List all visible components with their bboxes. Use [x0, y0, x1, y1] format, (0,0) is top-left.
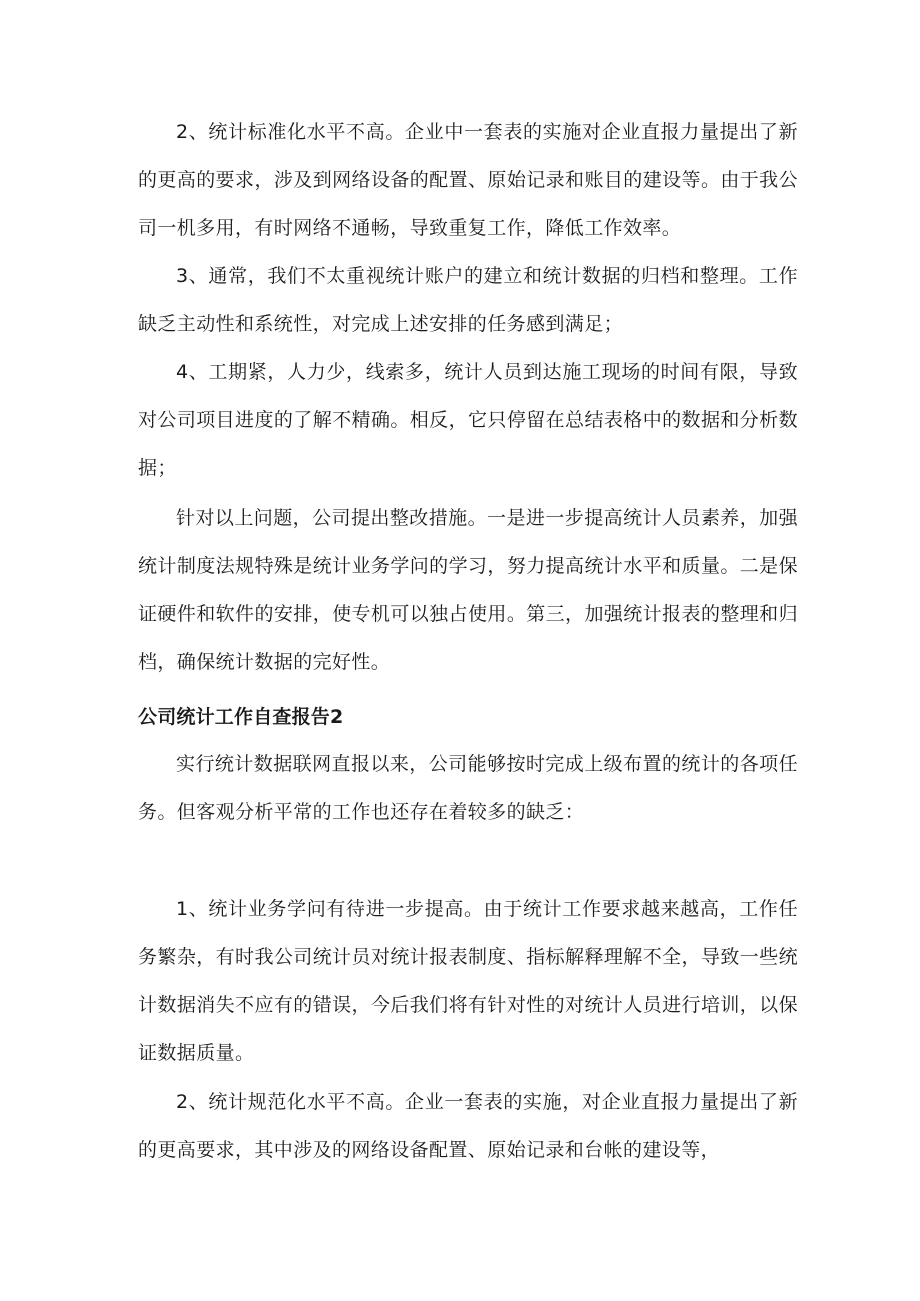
section-title: 公司统计工作自查报告2: [138, 706, 344, 728]
paragraph-item-3-archiving: 3、通常，我们不太重视统计账户的建立和统计数据的归档和整理。工作缺乏主动性和系统性，对完成上述安排的任务感到满足；: [138, 265, 798, 335]
paragraph-rectification-measures: 针对以上问题，公司提出整改措施。一是进一步提高统计人员素养，加强统计制度法规特殊是统计业务学问的学习，努力提高统计水平和质量。二是保证硬件和软件的安排，使专机可以独占使用。第三，加强统计报表的整理和归档，确保统计数据的完好性。: [138, 507, 798, 673]
paragraph-item-4-staffing: 4、工期紧，人力少，线索多，统计人员到达施工现场的时间有限，导致对公司项目进度的了解不精确。相反，它只停留在总结表格中的数据和分析数据；: [138, 361, 798, 479]
paragraph-intro: 实行统计数据联网直报以来，公司能够按时完成上级布置的统计的各项任务。但客观分析平常的工作也还存在着较多的缺乏：: [138, 753, 798, 823]
paragraph-item-2-standardization: 2、统计标准化水平不高。企业中一套表的实施对企业直报力量提出了新的更高的要求，涉及到网络设备的配置、原始记录和账目的建设等。由于我公司一机多用，有时网络不通畅，导致重复工作，降低工作效率。: [138, 121, 798, 239]
paragraph-item-1-training: 1、统计业务学问有待进一步提高。由于统计工作要求越来越高，工作任务繁杂，有时我公司统计员对统计报表制度、指标解释理解不全，导致一些统计数据消失不应有的错误，今后我们将有针对性的对统计人员进行培训，以保证数据质量。: [138, 898, 798, 1064]
paragraph-item-2-normalization: 2、统计规范化水平不高。企业一套表的实施，对企业直报力量提出了新的更高要求，其中涉及的网络设备配置、原始记录和台帐的建设等，: [138, 1091, 798, 1161]
